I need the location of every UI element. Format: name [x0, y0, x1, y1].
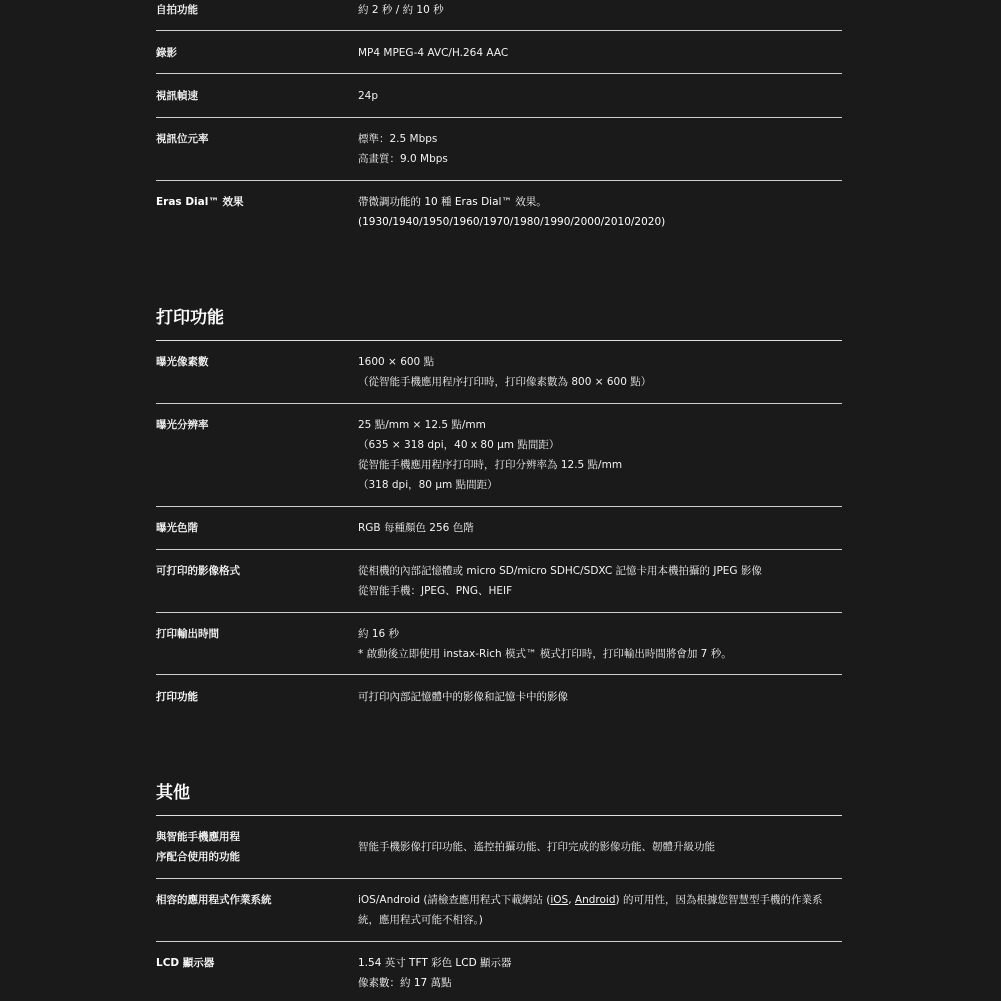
spec-value: MP4 MPEG-4 AVC/H.264 AAC [358, 47, 509, 59]
spec-value: 標準：2.5 Mbps 高畫質：9.0 Mbps [358, 133, 448, 165]
spec-label: 與智能手機應用程 序配合使用的功能 [156, 831, 240, 863]
spec-value: 智能手機影像打印功能、遙控拍攝功能、打印完成的影像功能、韌體升級功能 [358, 841, 715, 853]
spec-value: RGB 每種顏色 256 色階 [358, 522, 474, 534]
spec-label: 自拍功能 [156, 4, 198, 16]
ios-link[interactable]: iOS [550, 894, 569, 906]
section-divider [156, 340, 842, 341]
spec-value: 帶微調功能的 10 種 Eras Dial™ 效果。 (1930/1940/1950/1960/1970/1980/1990/2000/2010/2020) [358, 196, 666, 228]
spec-label: 相容的應用程式作業系統 [156, 894, 272, 906]
spec-value: 可打印內部記憶體中的影像和記憶卡中的影像 [358, 691, 568, 703]
spec-row-exposure-resolution [156, 415, 842, 507]
spec-row-exposure-pixels [156, 352, 842, 404]
spec-label: 錄影 [156, 47, 177, 59]
spec-label: 視訊幀速 [156, 90, 198, 102]
spec-row-compatible-os [156, 890, 842, 942]
android-link[interactable]: Android [574, 894, 616, 906]
spec-label: 打印功能 [156, 691, 198, 703]
spec-row-bitrate [156, 129, 842, 181]
spec-row-printable-formats [156, 561, 842, 613]
spec-row-framerate [156, 86, 842, 118]
section-divider [156, 815, 842, 816]
spec-label: 視訊位元率 [156, 133, 209, 145]
spec-row-app-functions [156, 827, 842, 879]
section-title-print: 打印功能 [156, 308, 224, 328]
spec-value: 1600 × 600 點 （從智能手機應用程序打印時，打印像素數為 800 × 600 點） [358, 356, 652, 388]
spec-row-eras-dial [156, 192, 842, 236]
spec-label: Eras Dial™ 效果 [156, 196, 244, 208]
spec-label: 打印輸出時間 [156, 628, 219, 640]
spec-row-selftimer [156, 0, 842, 31]
spec-label: 可打印的影像格式 [156, 565, 240, 577]
spec-value: 約 16 秒 * 啟動後立即使用 instax-Rich 模式™ 模式打印時，打印輸出時間將會加 7 秒。 [358, 628, 732, 660]
spec-value: 約 2 秒 / 約 10 秒 [358, 4, 444, 16]
spec-label: 曝光分辨率 [156, 419, 209, 431]
spec-value: 從相機的內部記憶體或 micro SD/micro SDHC/SDXC 記憶卡用本機拍攝的 JPEG 影像 從智能手機：JPEG、PNG、HEIF [358, 565, 762, 597]
spec-value: 1.54 英寸 TFT 彩色 LCD 顯示器 像素數：約 17 萬點 [358, 957, 512, 989]
spec-row-recording [156, 43, 842, 74]
spec-row-exposure-gradation [156, 518, 842, 550]
spec-value: 24p [358, 90, 379, 102]
spec-row-lcd [156, 953, 842, 997]
spec-label: 曝光色階 [156, 522, 198, 534]
spec-label: LCD 顯示器 [156, 957, 215, 969]
spec-value: 25 點/mm × 12.5 點/mm （635 × 318 dpi，40 x 80 μm 點間距） 從智能手機應用程序打印時，打印分辨率為 12.5 點/mm （318 dpi，80 μm 點間距） [358, 419, 623, 491]
spec-value: iOS/Android (請檢查應用程式下載網站 (iOS, Android) 的可用性，因為根據您智慧型手機的作業系統，應用程式可能不相容。) [358, 894, 823, 926]
section-title-other: 其他 [156, 783, 190, 803]
spec-row-print-time [156, 624, 842, 675]
spec-row-print-function [156, 687, 842, 711]
spec-label: 曝光像素數 [156, 356, 209, 368]
